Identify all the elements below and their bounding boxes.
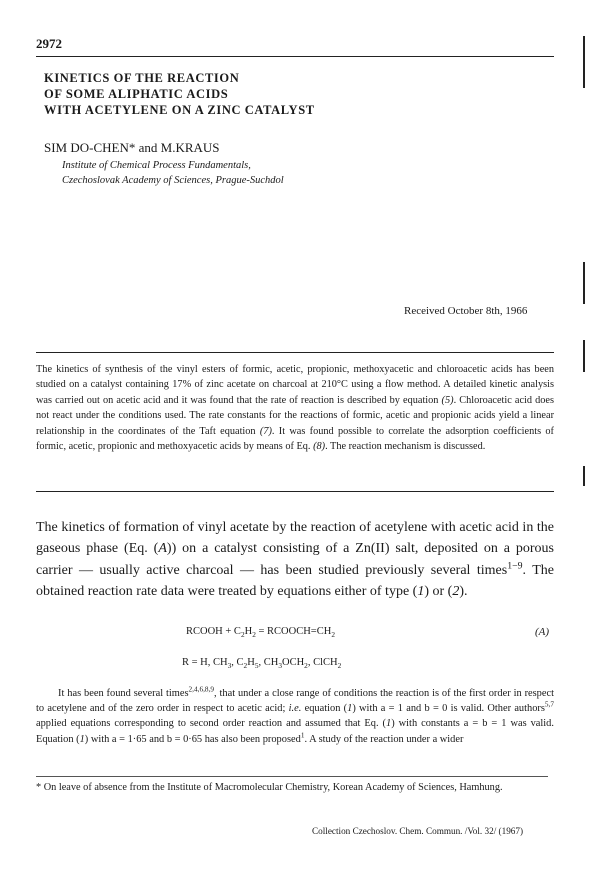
- equation-A: RCOOH + $C_2H_2$ = $RCOOCH=CH_2$: [186, 626, 335, 640]
- footnote-rule: [36, 776, 548, 777]
- title-line: OF SOME ALIPHATIC ACIDS: [44, 87, 229, 101]
- article-title: [44, 70, 315, 118]
- affiliation: [62, 158, 284, 188]
- received-date: Received October 8th, 1966: [404, 305, 528, 317]
- header-rule: [36, 56, 554, 57]
- abstract-bottom-rule: [36, 491, 554, 492]
- title-line: WITH ACETYLENE ON A ZINC CATALYST: [44, 103, 315, 117]
- equation-R: R = H, $CH_3$, $C_2H_5$, $CH_3OCH_2$, ClCH$_2$: [182, 657, 342, 671]
- margin-mark: [583, 466, 585, 486]
- footnote: * On leave of absence from the Institute of Macromolecular Chemistry, Korean Academy of Sciences, Hamhung.: [36, 782, 503, 793]
- affiliation-line: Institute of Chemical Process Fundamentals,: [62, 160, 251, 171]
- margin-mark: [583, 340, 585, 372]
- abstract-top-rule: [36, 352, 554, 353]
- margin-mark: [583, 262, 585, 304]
- body-paragraph-2: It has been found several times$^{2,4,6,8,9}$, that under a close range of conditions the reaction is of the first order in respect to acetylene and of the zero order in respect to acetic acid; i.e. equation (1) with a = 1 and b = 0 is valid. Other authors$^{5,7}$ applied equations corresponding to second order reaction and assumed that Eq. (1) with constants a = b = 1 was valid. Equation (1) with a = 1·65 and b = 0·65 has also been proposed$^1$. A study of the reaction under a wider: [36, 685, 555, 745]
- affiliation-line: Czechoslovak Academy of Sciences, Prague-Suchdol: [62, 175, 284, 186]
- author-name: M.KRAUS: [160, 140, 220, 155]
- author-name: SIM DO-CHEN*: [44, 140, 136, 155]
- authors-conjunction: and: [138, 140, 158, 155]
- abstract: The kinetics of synthesis of the vinyl esters of formic, acetic, propionic, methoxyacetic and chloroacetic acids has been studied on a catalyst containing 17% of zinc acetate on charcoal at 210°C using a flow method. A detailed kinetic analysis was carried out on acetic acid and it was found that the rate of reaction is described by equation (5). Chloroacetic acid does not react under the conditions used. The rate constants for the reactions of formic, acetic and propionic acids yield a linear relationship in the coordinates of the Taft equation (7). It was found possible to correlate the adsorption coefficients of formic, acetic, propionic and methoxyacetic acids by means of Eq. (8). The reaction mechanism is discussed.: [36, 364, 554, 453]
- journal-footer: Collection Czechoslov. Chem. Commun. /Vol. 32/ (1967): [312, 826, 524, 836]
- page-number: 2972: [36, 36, 62, 51]
- margin-mark: [583, 36, 585, 88]
- title-line: KINETICS OF THE REACTION: [44, 71, 240, 85]
- body-paragraph-1: The kinetics of formation of vinyl acetate by the reaction of acetylene with acetic acid in the gaseous phase (Eq. (A)) on a catalyst consisting of a Zn(II) salt, deposited on a porous carrier — usually active charcoal — has been studied previously several times$^{1-9}$. The obtained reaction rate data were treated by equations either of type (1) or (2).: [36, 520, 555, 599]
- authors: [44, 140, 220, 156]
- equation-label: (A): [535, 626, 550, 638]
